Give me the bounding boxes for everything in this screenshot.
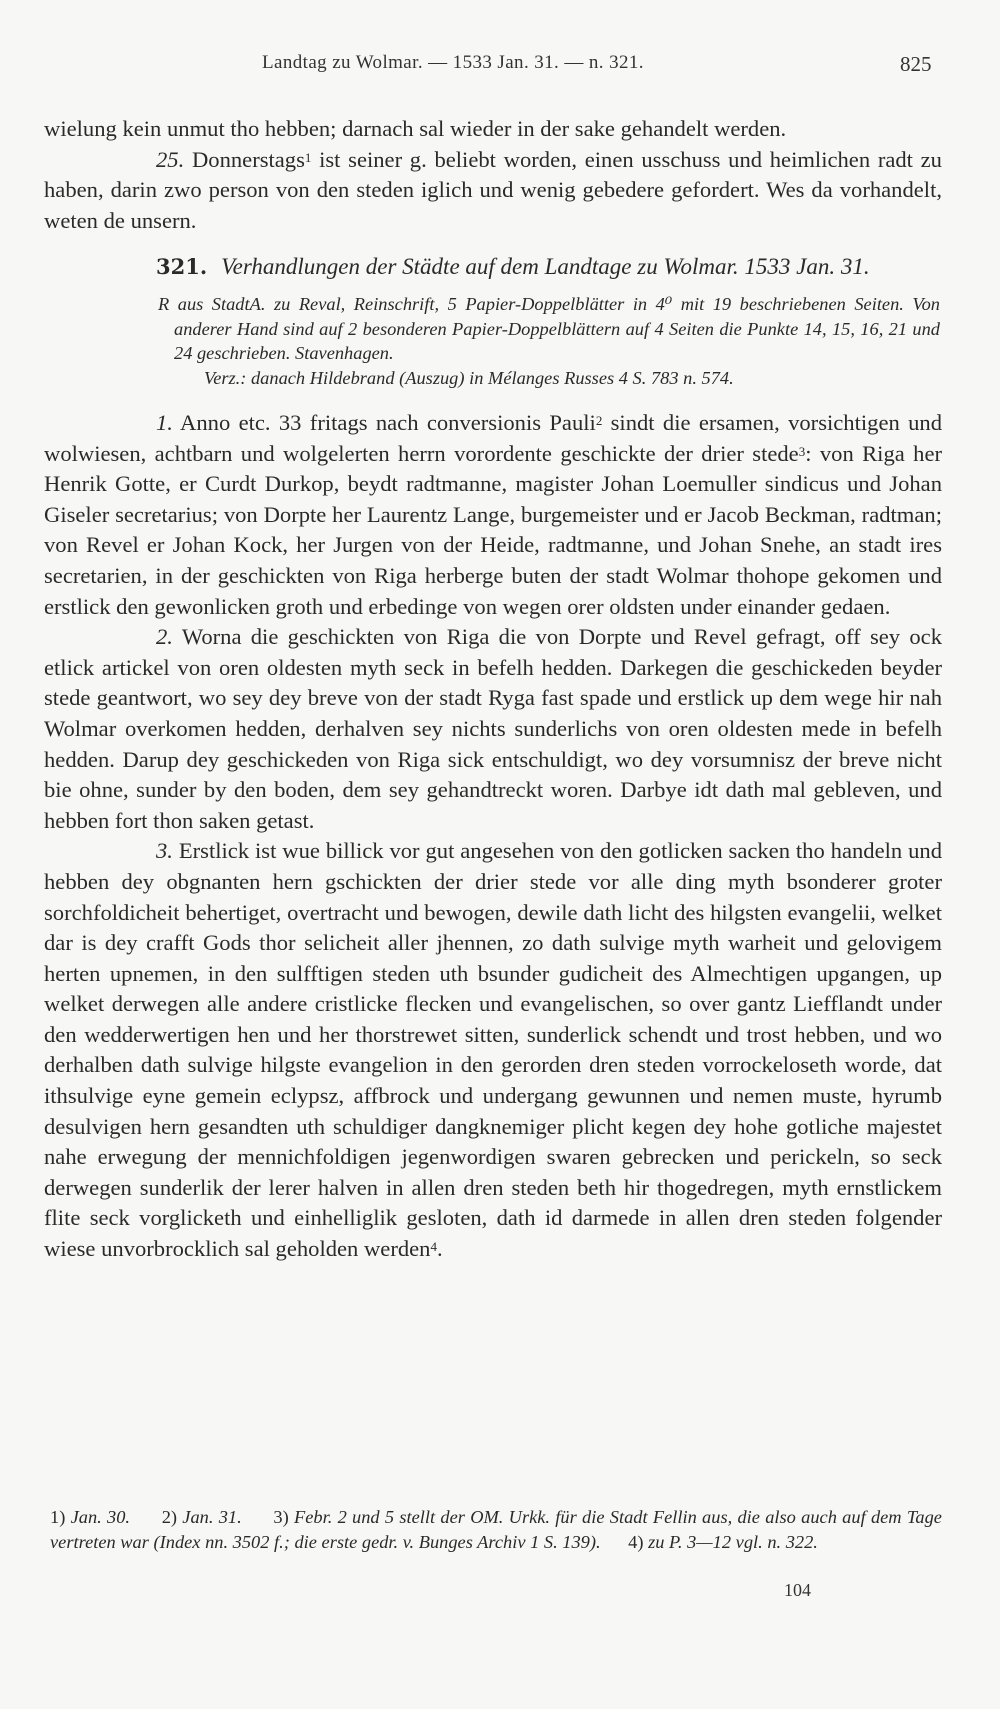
paragraph-text: Worna die geschickten von Riga die von Dorpte und Revel gefragt, off sey ock etlick artickel von oren oldesten myth seck in befelh hedden. Darkegen die geschickeden beyder stede geantwort, wo sey dey breve von der stadt Ryga fast spade und erstlick up dem wege hir nah Wolmar overkomen hedden, derhalven sey nichts sunderlichs von oren oldesten mede in befelh hedden. Darup dey geschickeden von Riga sick entschuldigt, wo dey vorsumnisz der breve nicht bie ohne, sunder by den boden, dem sey gehandtreckt woren. Darbye idt dath mal gebleven, und hebben fort thon saken getast. <box>44 624 942 833</box>
footnote-marker: 4) <box>628 1532 644 1552</box>
signature-mark: 104 <box>784 1580 811 1600</box>
running-title: Landtag zu Wolmar. — 1533 Jan. 31. — n. 321. <box>262 52 644 73</box>
footnote-ref: 3 <box>798 443 806 459</box>
paragraph-2 <box>44 622 942 836</box>
paragraph-text: : von Riga her Henrik Gotte, er Curdt Durkop, beydt radtmanne, magister Johan Loemuller sindicus und Johan Giseler secretarius; von Dorpte her Laurentz Lange, burgemeister und er Jacob Beckman, radtman; von Revel er Johan Kock, her Jurgen von der Heide, radtmanne, und Johan Snehe, an stadt ires secretarien, in der geschickten von Riga herberge buten der stadt Wolmar thohope gekomen und erstlick den gewonlicken groth und erbedinge von wegen orer oldsten under einander gedaen. <box>44 440 942 619</box>
footnote-marker: 1) <box>50 1507 66 1527</box>
item-text: Donnerstags <box>191 146 305 172</box>
paragraph-text: sindt die ersamen, vorsichtigen und wolwiesen, achtbarn und wolgelerten herrn vorordente geschickte der drier stede <box>44 410 942 466</box>
paragraph-number: 1. <box>156 410 173 435</box>
document-title: Verhandlungen der Städte auf dem Landtage zu Wolmar. 1533 Jan. 31. <box>221 254 870 280</box>
paragraph-number: 2. <box>156 624 173 650</box>
main-text <box>44 114 942 1265</box>
footnote-text: Jan. 31. <box>182 1507 242 1527</box>
item-25 <box>44 145 942 237</box>
footnote-ref: 2 <box>595 413 603 428</box>
paragraph-3 <box>44 836 942 1264</box>
footnote-ref: 4 <box>430 1239 437 1255</box>
document-number: 321. <box>156 254 208 280</box>
continuation-text: wielung kein unmut tho hebben; darnach sal wieder in der sake gehandelt werden. <box>44 116 787 141</box>
footnote-text: Febr. 2 und 5 stellt der OM. Urkk. für die Stadt Fellin aus, die also auch auf dem Tage vertreten war (Index nn. 3502 f.; die erste gedr. v. Bunges Archiv 1 S. 139). <box>50 1507 942 1552</box>
paragraph-text: . <box>436 1236 443 1262</box>
paragraph-number: 3. <box>156 838 173 864</box>
source-note: R aus StadtA. zu Reval, Reinschrift, 5 Papier-Doppelblätter in 4⁰ mit 19 beschriebenen Seiten. Von anderer Hand sind auf 2 besonderen Papier-Doppelblättern auf 4 Seiten die Punkte 14, 15, 16, 21 und 24 geschrieben. Stavenhagen. <box>158 294 940 364</box>
footnotes <box>50 1505 942 1555</box>
paragraph-text: Anno etc. 33 fritags nach conversionis Pauli <box>180 410 596 435</box>
footnote-marker: 2) <box>161 1507 178 1527</box>
paragraph-text: Erstlick ist wue billick vor gut angesehen von den gotlicken sacken tho handeln und hebben dey obgnanten hern gschickten der drier stede vor alle ding myth bsonderer groter sorchfoldicheit behertiget, overtracht und bewogen, dewile dath licht des hilgsten evangelii, welket dar is dey crafft Gods thor selicheit aller jhennen, zo dath sulvige myth warheit und gelovigem herten upnemen, in den sulfftigen steden uth bsunder gudicheit des Almechtigen upgangen, up welket derwegen alle andere cristlicke flecken und evangelischen, so over gantz Liefflandt under den wedderwertigen hen und her thorstrewet sitten, sunderlick schendt und trost hebben, und wo derhalben dath sulvige hilgste evangelion in den gerorden dren steden vorrockeloseth worde, dat ithsulvige eyne gemein eclypsz, affbrock und undergang gewunnen und nemen muste, hyrumb desulvigen hern gesandten uth schuldiger dangknemiger plicht kegen dey hohe gotliche majestet nahe erwegung der mennichfoldigen jegenwordigen swaren gebrecken und perickeln, so seck derwegen sunderlik der lerer halven in allen dren steden beth hir thogedregen, myth ernstlickem flite seck vorglicketh und einhelliglik gesloten, dath id darmede in allen dren steden folgender wiese unvorbrocklich sal geholden werden <box>44 838 942 1262</box>
verz-note: Verz.: danach Hildebrand (Auszug) in Mélanges Russes 4 S. 783 n. 574. <box>204 367 734 388</box>
footnote-text: Jan. 30. <box>70 1507 131 1527</box>
item-number: 25. <box>156 146 185 172</box>
item-text: ist seiner g. beliebt worden, einen usschuss und heimlichen radt zu haben, darin zwo person von den steden iglich und wenig gebedere gefordert. Wes da vorhandelt, weten de unsern. <box>44 146 942 233</box>
page-number: 825 <box>900 52 932 76</box>
document-heading <box>44 252 942 282</box>
paragraph-1 <box>44 408 942 622</box>
footnote-marker: 3) <box>273 1507 289 1527</box>
footnote-text: zu P. 3—12 vgl. n. 322. <box>648 1532 818 1552</box>
footnote-ref: 1 <box>304 149 312 165</box>
